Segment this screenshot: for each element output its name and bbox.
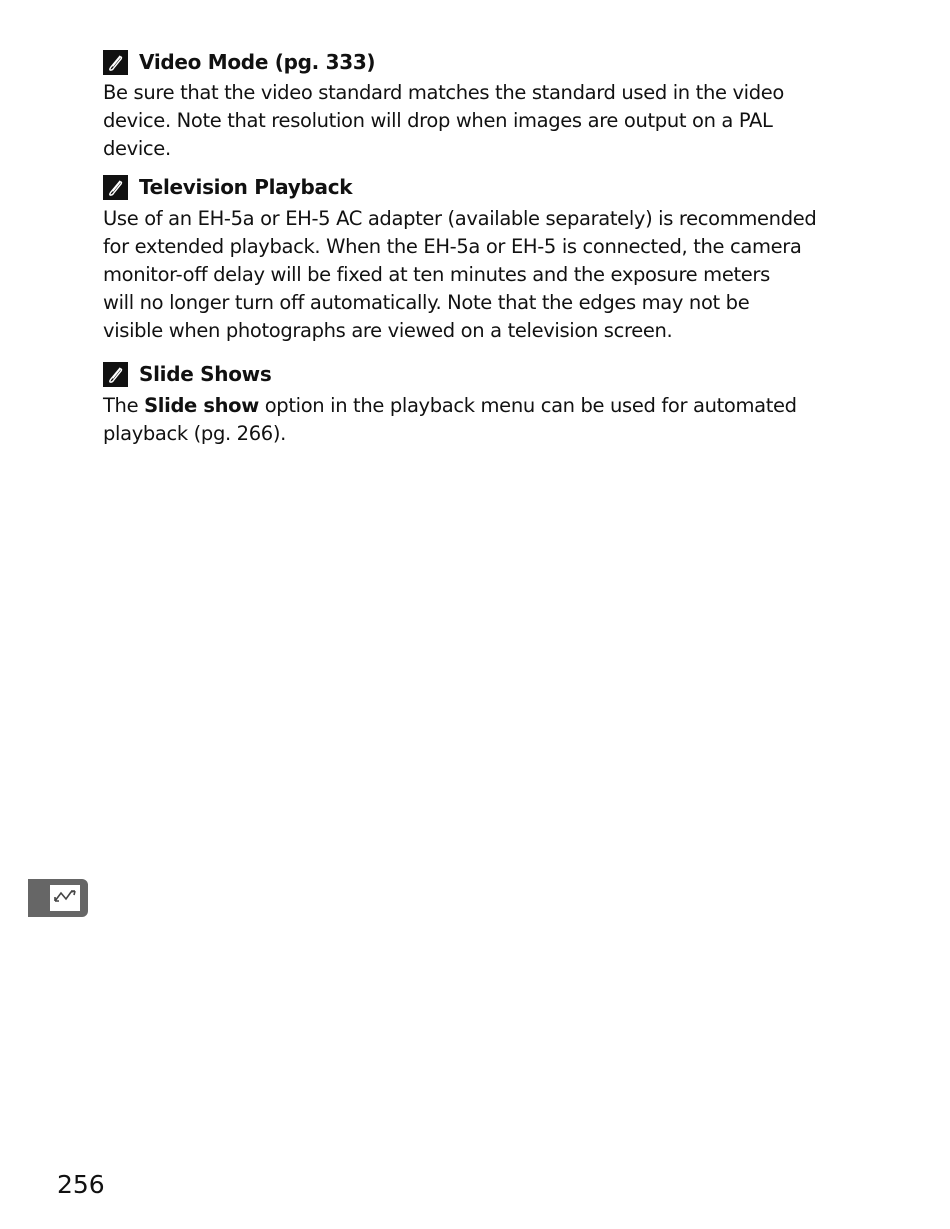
body-line: playback (pg. 266).	[103, 422, 286, 445]
connection-icon	[52, 888, 78, 908]
note-title: Television Playback	[139, 175, 353, 199]
body-line: device. Note that resolution will drop when images are output on a PAL	[103, 109, 773, 132]
text: The	[103, 394, 145, 417]
note-title: Video Mode (pg. 333)	[139, 50, 376, 74]
pencil-note-icon	[103, 175, 128, 200]
menu-option-name: Slide show	[144, 394, 259, 417]
body-line: Use of an EH-5a or EH-5 AC adapter (available separately) is recommended	[103, 207, 817, 230]
body-line: visible when photographs are viewed on a television screen.	[103, 319, 673, 342]
text: option in the playback menu can be used for automated	[258, 394, 797, 417]
body-line: device.	[103, 137, 171, 160]
body-line: Be sure that the video standard matches the standard used in the video	[103, 81, 784, 104]
body-line: for extended playback. When the EH-5a or EH-5 is connected, the camera	[103, 235, 802, 258]
body-line: will no longer turn off automatically. Note that the edges may not be	[103, 291, 750, 314]
pencil-note-icon	[103, 50, 128, 75]
body-line: monitor-off delay will be fixed at ten minutes and the exposure meters	[103, 263, 770, 286]
page-number: 256	[57, 1170, 105, 1199]
note-title: Slide Shows	[139, 362, 272, 386]
note-television-playback	[103, 173, 843, 345]
note-video-mode	[103, 48, 843, 163]
section-tab	[28, 879, 88, 917]
body-line	[103, 392, 843, 420]
note-slide-shows	[103, 360, 843, 448]
pencil-note-icon	[103, 362, 128, 387]
